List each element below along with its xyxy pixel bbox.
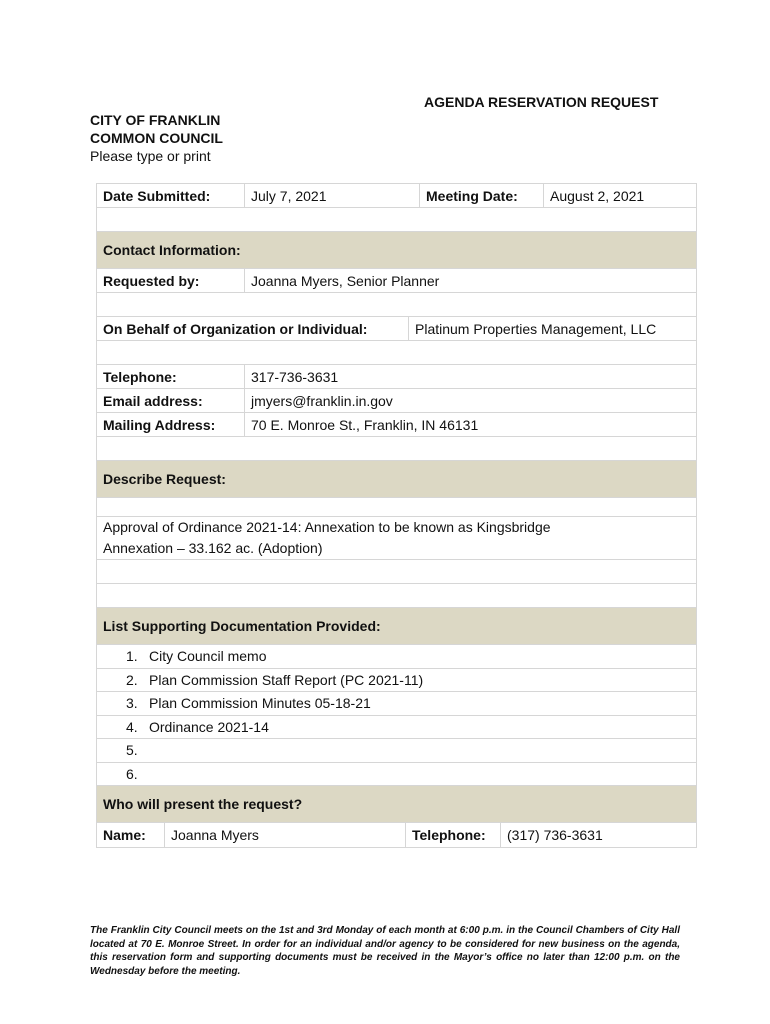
presenter-telephone-value[interactable]: (317) 736-3631: [500, 823, 696, 847]
presenter-section-label: Who will present the request?: [103, 796, 303, 812]
telephone-value[interactable]: 317-736-3631: [244, 365, 696, 388]
presenter-row: [96, 822, 697, 848]
documentation-item[interactable]: [96, 715, 697, 739]
mailing-label: Mailing Address:: [103, 416, 216, 433]
presenter-name-value[interactable]: Joanna Myers: [164, 823, 405, 847]
requested-by-label: Requested by:: [103, 272, 200, 289]
date-row: [96, 183, 697, 207]
request-line-1: Approval of Ordinance 2021-14: Annexation to be known as Kingsbridge: [103, 519, 551, 535]
documentation-item-number: 3.: [126, 695, 138, 712]
documentation-item[interactable]: [96, 762, 697, 786]
meeting-date-value[interactable]: August 2, 2021: [543, 184, 696, 207]
documentation-item[interactable]: [96, 738, 697, 762]
behalf-label: On Behalf of Organization or Individual:: [103, 320, 368, 337]
instruction-text: Please type or print: [90, 148, 211, 164]
documentation-item-text: [143, 763, 696, 786]
presenter-telephone-label: Telephone:: [405, 823, 500, 847]
spacer-row: [96, 497, 697, 516]
request-section-header: [96, 460, 697, 497]
documentation-item-text: Plan Commission Minutes 05-18-21: [149, 695, 371, 712]
spacer-row: [96, 292, 697, 316]
documentation-item-number: 4.: [126, 718, 138, 735]
city-name: CITY OF FRANKLIN: [90, 112, 221, 128]
spacer-row: [96, 559, 697, 583]
behalf-row: [96, 316, 697, 340]
request-section-label: Describe Request:: [103, 471, 226, 487]
request-line-2: Annexation – 33.162 ac. (Adoption): [103, 540, 323, 556]
telephone-row: [96, 364, 697, 388]
date-submitted-value[interactable]: July 7, 2021: [244, 184, 419, 207]
council-name: COMMON COUNCIL: [90, 130, 223, 146]
presenter-name-label: Name:: [103, 827, 146, 843]
documentation-item-number: 5.: [126, 742, 138, 759]
reservation-form: [96, 183, 697, 848]
spacer-row: [96, 583, 697, 607]
documentation-item-number: 6.: [126, 765, 138, 782]
spacer-row: [96, 436, 697, 460]
documentation-item-text: City Council memo: [149, 648, 267, 665]
documentation-section-header: [96, 607, 697, 644]
mailing-row: [96, 412, 697, 436]
telephone-label: Telephone:: [103, 368, 177, 385]
meeting-schedule-note: The Franklin City Council meets on the 1st and 3rd Monday of each month at 6:00 p.m. in the Council Chambers of City Hall located at 70 E. Monroe Street. In order for an individual and/or agency to be considered for new business on the agenda, this reservation form and supporting documents must be received in the Mayor’s office no later than 12:00 p.m. on the Wednesday before the meeting.: [90, 925, 680, 977]
documentation-item[interactable]: [96, 668, 697, 692]
documentation-item-number: 2.: [126, 671, 138, 688]
email-label: Email address:: [103, 392, 203, 409]
request-description[interactable]: [96, 516, 697, 559]
contact-section-header: [96, 231, 697, 268]
documentation-item-text: [143, 739, 696, 762]
email-value[interactable]: jmyers@franklin.in.gov: [244, 389, 696, 412]
documentation-section-label: List Supporting Documentation Provided:: [103, 618, 381, 634]
date-submitted-label: Date Submitted:: [103, 187, 211, 204]
mailing-value[interactable]: 70 E. Monroe St., Franklin, IN 46131: [244, 413, 696, 436]
requested-by-value[interactable]: Joanna Myers, Senior Planner: [244, 269, 696, 292]
behalf-value[interactable]: Platinum Properties Management, LLC: [408, 317, 696, 340]
presenter-section-header: [96, 785, 697, 822]
meeting-date-label: Meeting Date:: [419, 184, 543, 207]
form-title: AGENDA RESERVATION REQUEST: [424, 94, 659, 110]
documentation-item[interactable]: [96, 644, 697, 668]
email-row: [96, 388, 697, 412]
documentation-item-number: 1.: [126, 648, 138, 665]
documentation-item-text: Plan Commission Staff Report (PC 2021-11): [149, 671, 424, 688]
documentation-item-text: Ordinance 2021-14: [149, 718, 269, 735]
spacer-row: [96, 207, 697, 231]
documentation-item[interactable]: [96, 691, 697, 715]
requested-by-row: [96, 268, 697, 292]
contact-section-label: Contact Information:: [103, 242, 241, 258]
spacer-row: [96, 340, 697, 364]
